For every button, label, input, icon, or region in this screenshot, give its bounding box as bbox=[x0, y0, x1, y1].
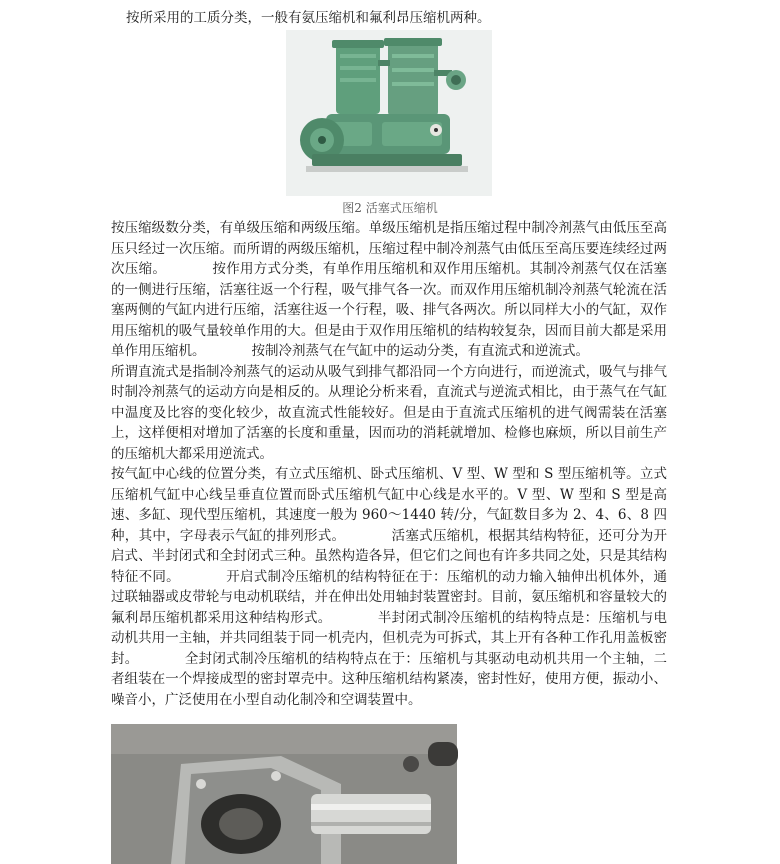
piston-compressor-illustration bbox=[286, 30, 492, 196]
text-segment: 按气缸中心线的位置分类，有立式压缩机、卧式压缩机、V 型、W 型和 S 型压缩机等。立式压缩机气缸中心线呈垂直位置而卧式压缩机气缸中心线是水平的。V 型、W 型和 S 型是高速、多缸、现代型压缩机，其速度一般为 960～1440 转/分，气缸数目多为 2、4、6、8 四种，其中，字母表示气缸的排列形式。 bbox=[111, 466, 667, 544]
text-segment: 开启式制冷压缩机的结构特征在于：压缩机的动力输入轴伸出机体外，通过联轴器或皮带轮与电动机联结，并在伸出处用轴封装置密封。目前，氨压缩机和容量较大的氟利昂压缩机都采用这种结构形式。 bbox=[111, 568, 668, 626]
intro-line: 按所采用的工质分类，一般有氨压缩机和氟利昂压缩机两种。 bbox=[126, 10, 491, 26]
text-segment: 按压缩级数分类，有单级压缩和两级压缩。单级压缩机是指压缩过程中制冷剂蒸气由低压至高压只经过一次压缩。而所谓的两级压缩机，压缩过程中制冷剂蒸气由低压至高压要连续经过两次压缩。 bbox=[111, 220, 667, 277]
text-segment: 全封闭式制冷压缩机的结构特点在于：压缩机与其驱动电动机共用一个主轴，二者组装在一个焊接成型的密封罩壳中。这种压缩机结构紧凑，密封性好，使用方便，振动小、噪音小，广泛使用在小型自动化制冷和空调装置中。 bbox=[111, 650, 668, 708]
text-segment: 活塞式压缩机，根据其结构特征，还可分为开启式、半封闭式和全封闭式三种。虽然构造各异，但它们之间也有许多共同之处，只是其结构特征不同。 bbox=[111, 527, 668, 585]
piston-compressor-photo bbox=[286, 30, 492, 196]
paragraph bbox=[111, 218, 667, 362]
text-segment: 所谓直流式是指制冷剂蒸气的运动从吸气到排气都沿同一个方向进行，而逆流式，吸气与排气时制冷剂蒸气的运动方向是相反的。从理论分析来看，直流式与逆流式相比，由于蒸气在气缸中温度及比容的变化较少，故直流式性能较好。但是由于直流式压缩机的进气阀需装在活塞上，这样便相对增加了活塞的长度和重量，因而功的消耗就增加、检修也麻烦，所以目前生产的压缩机大都采用逆流式。 bbox=[111, 363, 667, 462]
fitting-icon bbox=[428, 742, 458, 766]
paragraph bbox=[111, 464, 667, 710]
figure-caption: 图2 活塞式压缩机 bbox=[342, 201, 438, 215]
compressor-cutaway-photo bbox=[111, 724, 457, 864]
text-segment: 半封闭式制冷压缩机的结构特点是：压缩机与电动机共用一主轴，并共同组装于同一机壳内，但机壳为可拆式，其上开有各种工作孔用盖板密封。 bbox=[111, 609, 668, 667]
compressor-cutaway-illustration bbox=[111, 724, 457, 864]
text-segment: 按作用方式分类，有单作用压缩机和双作用压缩机。其制冷剂蒸气仅在活塞的一侧进行压缩，活塞往返一个行程，吸气排气各一次。而双作用压缩机制冷剂蒸气轮流在活塞两侧的气缸内进行压缩，活塞往返一个行程，吸、排气各两次。所以同样大小的气缸，双作用压缩机的吸气量较单作用的大。但是由于双作用压缩机的结构较复杂，因而目前大都是采用单作用压缩机。 bbox=[111, 261, 668, 359]
body-text bbox=[111, 218, 667, 710]
text-segment: 按制冷剂蒸气在气缸中的运动分类，有直流式和逆流式。 bbox=[251, 343, 589, 359]
paragraph bbox=[111, 362, 667, 465]
